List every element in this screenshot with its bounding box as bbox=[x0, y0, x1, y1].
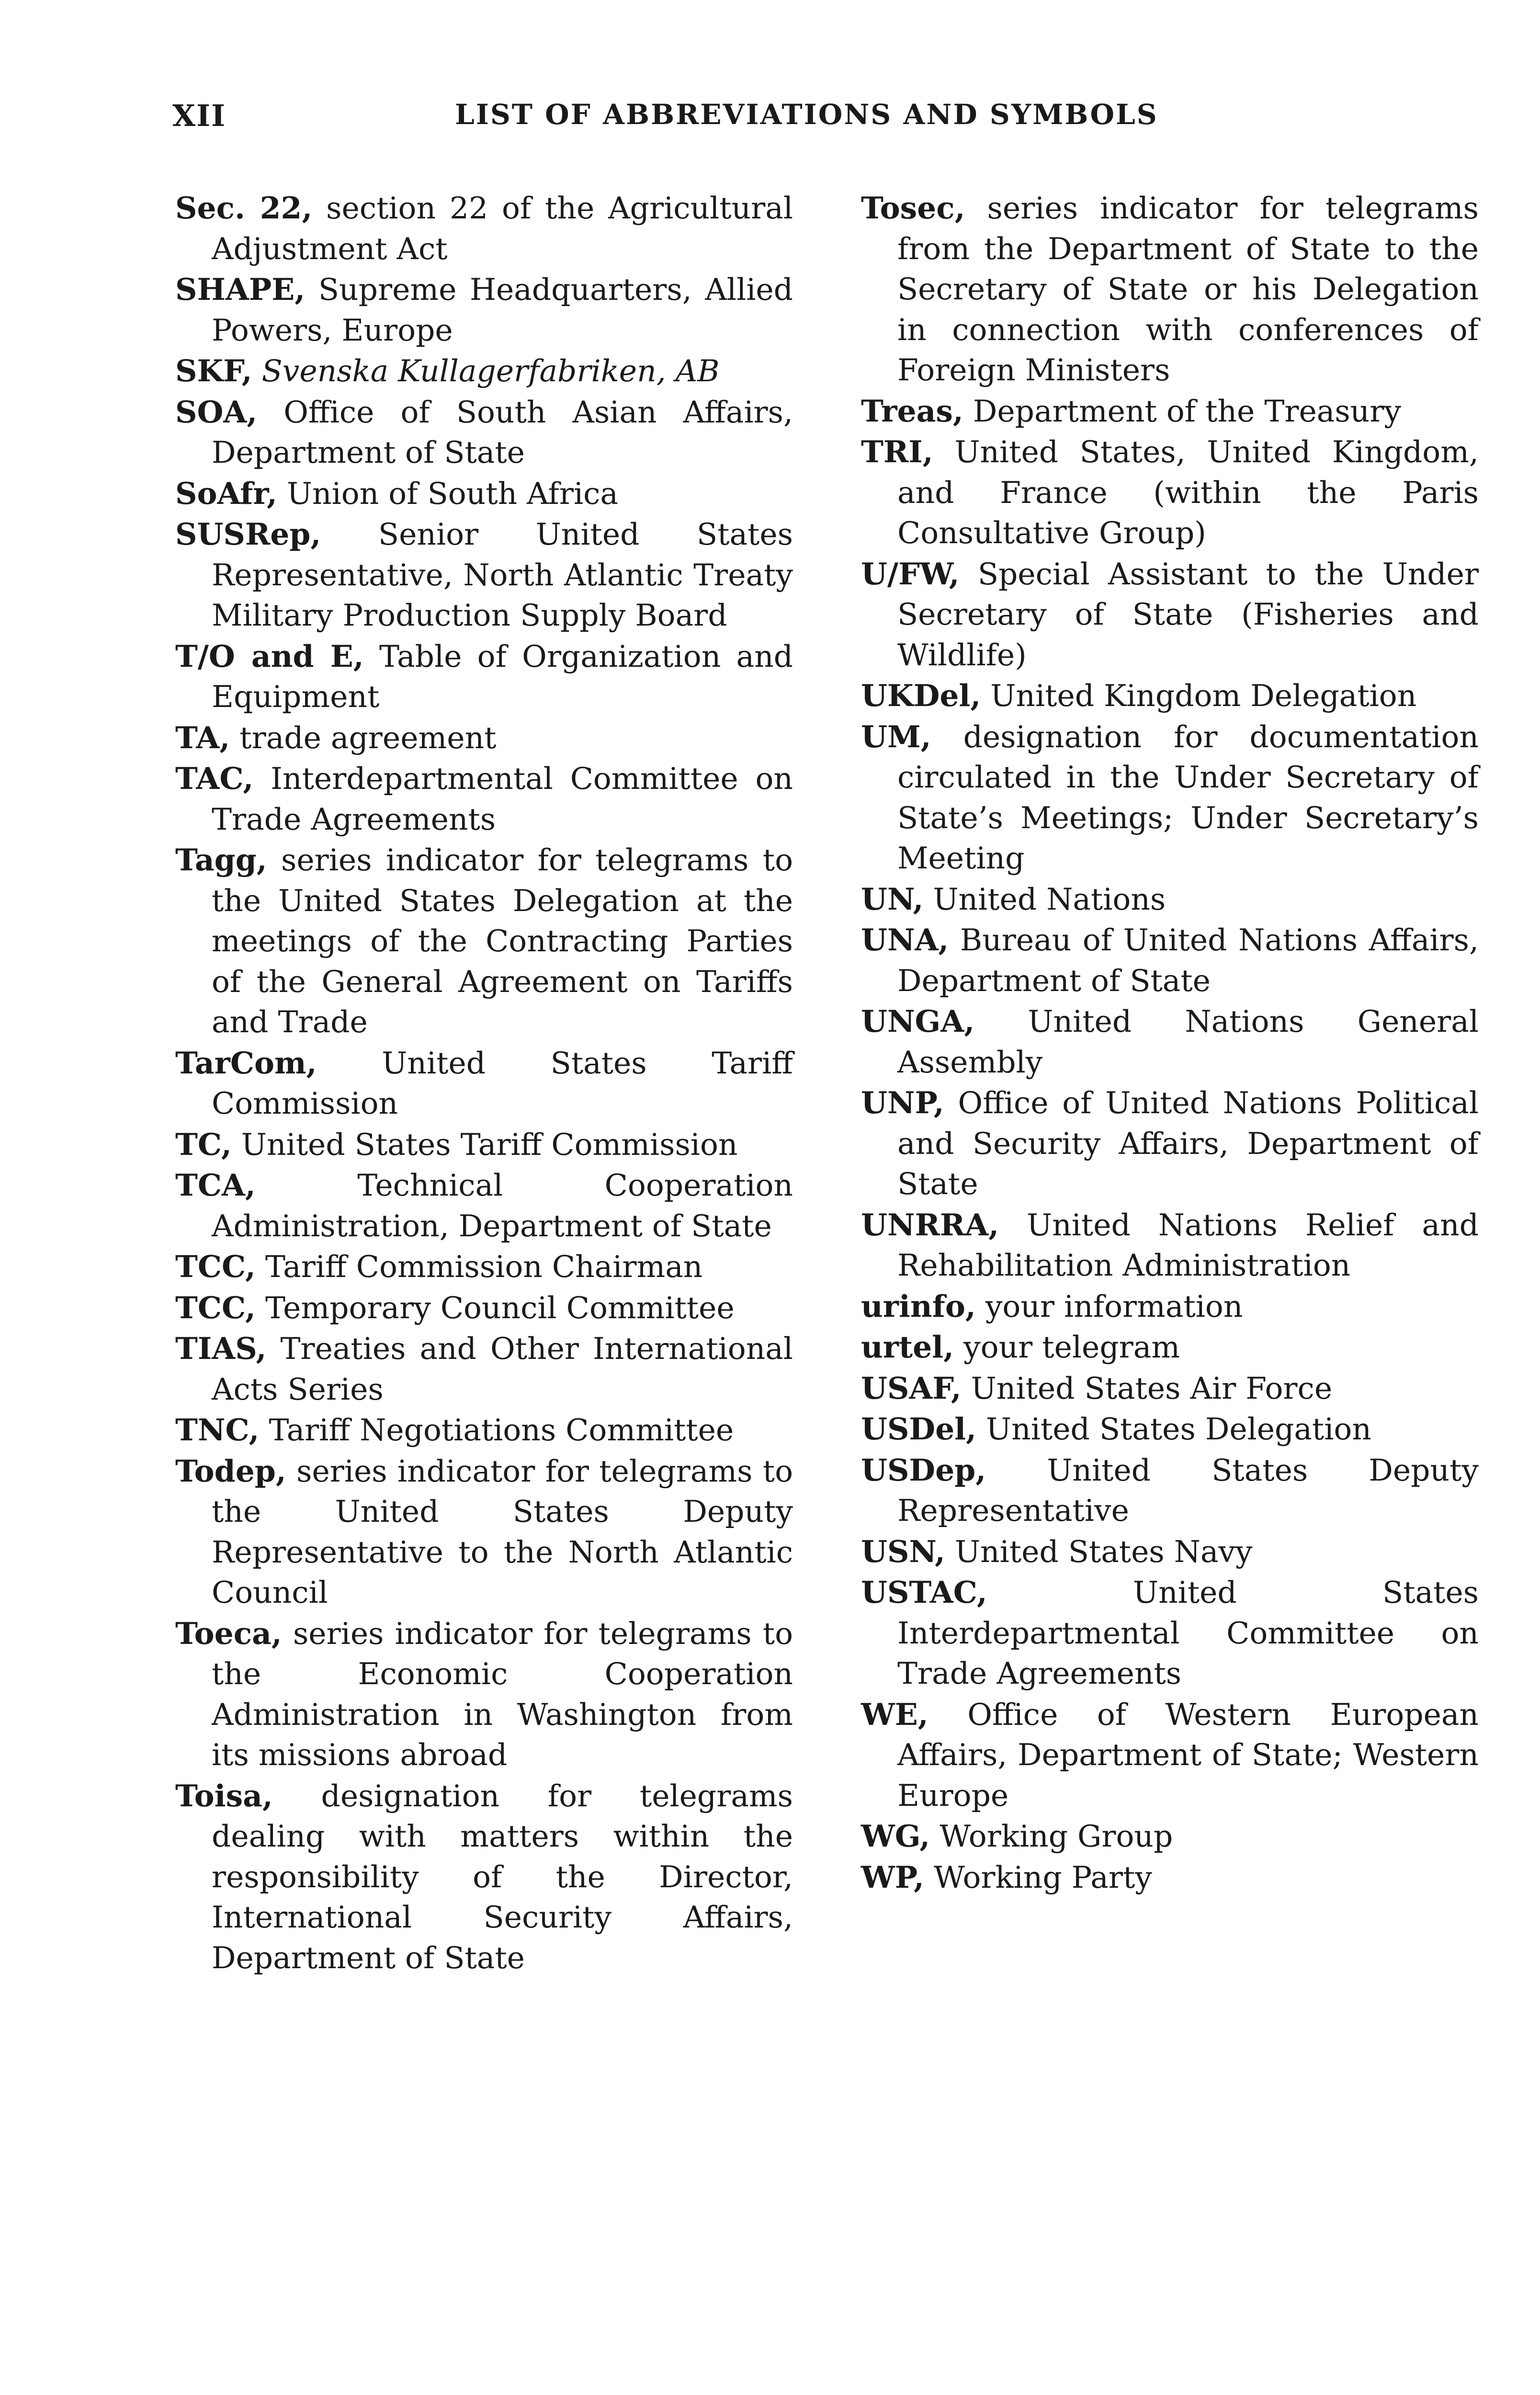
abbreviation-entry bbox=[861, 432, 1479, 554]
abbreviation-term: urtel, bbox=[861, 1329, 954, 1365]
abbreviation-definition: Table of Organization and Equipment bbox=[212, 639, 793, 714]
abbreviation-entry bbox=[175, 473, 793, 514]
abbreviation-entry bbox=[175, 269, 793, 351]
abbreviation-entry bbox=[175, 392, 793, 473]
abbreviation-term: SOA, bbox=[175, 394, 258, 430]
abbreviation-term: Toisa, bbox=[175, 1778, 273, 1813]
abbreviation-term: SUSRep, bbox=[175, 516, 321, 552]
abbreviation-term: U/FW, bbox=[861, 556, 960, 592]
abbreviation-entry bbox=[175, 1165, 793, 1246]
abbreviation-definition: United Nations Relief and Rehabilitation Administration bbox=[897, 1207, 1479, 1283]
abbreviation-entry bbox=[861, 1001, 1479, 1083]
abbreviation-entry bbox=[175, 1288, 793, 1329]
abbreviation-entry bbox=[861, 1205, 1479, 1286]
abbreviation-term: TarCom, bbox=[175, 1045, 317, 1081]
abbreviation-definition: Interdepartmental Committee on Trade Agreements bbox=[212, 761, 793, 837]
abbreviation-definition: United States Tariff Commission bbox=[212, 1045, 793, 1121]
abbreviation-entry bbox=[175, 1246, 793, 1288]
abbreviation-term: Sec. 22, bbox=[175, 190, 313, 226]
abbreviation-definition: your telegram bbox=[954, 1330, 1180, 1365]
abbreviation-term: USAF, bbox=[861, 1370, 962, 1406]
abbreviation-definition: series indicator for telegrams to the United States Deputy Representative to the North Atlantic Council bbox=[212, 1453, 793, 1610]
abbreviation-term: UN, bbox=[861, 881, 924, 917]
abbreviation-definition: United Kingdom Delegation bbox=[981, 678, 1417, 713]
abbreviation-entry bbox=[175, 1451, 793, 1613]
abbreviation-definition: your information bbox=[975, 1289, 1243, 1324]
left-column bbox=[175, 188, 793, 1978]
abbreviation-entry bbox=[175, 1328, 793, 1410]
abbreviation-term: USDel, bbox=[861, 1411, 977, 1447]
abbreviation-definition: Supreme Headquarters, Allied Powers, Europe bbox=[212, 272, 793, 348]
abbreviation-entry bbox=[861, 1083, 1479, 1205]
abbreviation-entry bbox=[175, 351, 793, 392]
abbreviation-definition: United States Delegation bbox=[976, 1412, 1371, 1447]
running-head: LIST OF ABBREVIATIONS AND SYMBOLS bbox=[455, 98, 1158, 131]
abbreviation-term: USTAC, bbox=[861, 1574, 987, 1610]
abbreviation-entry bbox=[861, 1816, 1479, 1857]
abbreviation-term: Toeca, bbox=[175, 1615, 282, 1651]
abbreviation-definition: series indicator for telegrams to the Economic Cooperation Administration in Washington from its missions abroad bbox=[212, 1616, 793, 1772]
abbreviation-entry bbox=[861, 1368, 1479, 1409]
abbreviation-entry bbox=[861, 879, 1479, 920]
abbreviation-entry bbox=[175, 758, 793, 840]
abbreviation-entry bbox=[175, 636, 793, 718]
abbreviation-definition: Tariff Commission Chairman bbox=[256, 1249, 703, 1284]
abbreviation-entry bbox=[861, 554, 1479, 676]
abbreviation-term: TA, bbox=[175, 719, 230, 755]
abbreviation-entry bbox=[175, 1124, 793, 1165]
abbreviation-entry bbox=[861, 1409, 1479, 1450]
abbreviation-term: urinfo, bbox=[861, 1288, 976, 1324]
abbreviation-term: Treas, bbox=[861, 393, 963, 429]
abbreviation-entry bbox=[861, 1531, 1479, 1573]
abbreviation-term: TNC, bbox=[175, 1412, 260, 1448]
abbreviation-entry bbox=[861, 717, 1479, 879]
abbreviation-definition: Department of the Treasury bbox=[963, 393, 1401, 429]
abbreviation-term: UNP, bbox=[861, 1085, 944, 1120]
abbreviation-definition: United States Deputy Representative bbox=[897, 1452, 1479, 1528]
abbreviation-definition: series indicator for telegrams from the Department of State to the Secretary of State or his Delegation in connection with conferences of Foreign Ministers bbox=[897, 191, 1479, 388]
abbreviation-term: Todep, bbox=[175, 1453, 286, 1489]
abbreviation-entry bbox=[861, 920, 1479, 1001]
right-column bbox=[861, 188, 1479, 1898]
abbreviation-definition: United Nations bbox=[923, 881, 1166, 917]
abbreviation-entry bbox=[861, 1694, 1479, 1816]
abbreviation-entry bbox=[861, 1450, 1479, 1531]
abbreviation-definition: Senior United States Representative, North Atlantic Treaty Military Production Supply Board bbox=[212, 517, 793, 633]
abbreviation-entry bbox=[175, 1410, 793, 1451]
abbreviation-definition: section 22 of the Agricultural Adjustment Act bbox=[212, 191, 793, 266]
abbreviation-entry bbox=[861, 1572, 1479, 1694]
abbreviation-term: WP, bbox=[861, 1859, 924, 1895]
abbreviation-entry bbox=[175, 514, 793, 636]
abbreviation-entry bbox=[175, 1613, 793, 1776]
abbreviation-term: USN, bbox=[861, 1533, 945, 1569]
page-number: XII bbox=[172, 98, 226, 133]
abbreviation-definition: series indicator for telegrams to the United States Delegation at the meetings of the Contracting Parties of the General Agreement on Tariffs and Trade bbox=[212, 843, 793, 1039]
abbreviation-definition: Office of South Asian Affairs, Department of State bbox=[212, 394, 793, 470]
abbreviation-term: SKF, bbox=[175, 353, 252, 388]
abbreviation-entry bbox=[175, 718, 793, 759]
abbreviation-definition: Treaties and Other International Acts Series bbox=[212, 1331, 793, 1407]
abbreviation-entry bbox=[175, 1043, 793, 1124]
abbreviation-definition: Svenska Kullagerfabriken, AB bbox=[252, 354, 720, 388]
abbreviation-term: UNGA, bbox=[861, 1004, 975, 1039]
page-header bbox=[172, 98, 1465, 141]
abbreviation-definition: Tariff Negotiations Committee bbox=[259, 1413, 734, 1448]
abbreviation-entry bbox=[175, 1776, 793, 1979]
abbreviation-term: T/O and E, bbox=[175, 638, 364, 674]
abbreviation-definition: Office of United Nations Political and Security Affairs, Department of State bbox=[897, 1085, 1479, 1201]
abbreviation-definition: Bureau of United Nations Affairs, Department of State bbox=[897, 923, 1479, 998]
abbreviation-term: TRI, bbox=[861, 434, 933, 469]
abbreviation-term: UKDel, bbox=[861, 678, 981, 713]
abbreviation-term: Tagg, bbox=[175, 842, 267, 878]
abbreviation-entry bbox=[861, 188, 1479, 391]
abbreviation-definition: United States Air Force bbox=[961, 1370, 1333, 1406]
abbreviation-definition: Special Assistant to the Under Secretary of State (Fisheries and Wildlife) bbox=[897, 556, 1479, 673]
abbreviation-term: WG, bbox=[861, 1818, 930, 1854]
abbreviation-term: TCC, bbox=[175, 1249, 256, 1284]
abbreviation-definition: United States, United Kingdom, and France (within the Paris Consultative Group) bbox=[897, 434, 1479, 550]
abbreviation-definition: United States Tariff Commission bbox=[231, 1127, 738, 1162]
abbreviation-definition: trade agreement bbox=[230, 720, 497, 755]
abbreviation-entry bbox=[861, 1327, 1479, 1368]
abbreviation-definition: Technical Cooperation Administration, Department of State bbox=[212, 1168, 793, 1243]
abbreviation-term: UNRRA, bbox=[861, 1207, 999, 1243]
abbreviation-entry bbox=[861, 1857, 1479, 1898]
abbreviation-entry bbox=[861, 391, 1479, 432]
abbreviation-term: TCC, bbox=[175, 1289, 256, 1325]
abbreviation-definition: Office of Western European Affairs, Department of State; Western Europe bbox=[897, 1697, 1479, 1813]
abbreviation-definition: United States Navy bbox=[945, 1534, 1253, 1569]
abbreviation-term: TCA, bbox=[175, 1167, 256, 1203]
abbreviation-term: WE, bbox=[861, 1696, 929, 1732]
abbreviation-entry bbox=[861, 675, 1479, 717]
abbreviation-term: UNA, bbox=[861, 922, 949, 958]
abbreviation-term: UM, bbox=[861, 718, 931, 754]
abbreviation-entry bbox=[175, 840, 793, 1043]
abbreviation-definition: Working Party bbox=[924, 1859, 1152, 1895]
abbreviation-definition: Working Group bbox=[930, 1819, 1173, 1854]
abbreviation-term: TAC, bbox=[175, 761, 254, 796]
abbreviation-term: Tosec, bbox=[861, 190, 965, 226]
abbreviation-definition: designation for documentation circulated in the Under Secretary of State’s Meetings; Under Secretary’s Meeting bbox=[897, 719, 1479, 876]
abbreviation-entry bbox=[861, 1286, 1479, 1327]
abbreviation-term: TIAS, bbox=[175, 1331, 267, 1366]
abbreviation-term: TC, bbox=[175, 1126, 232, 1162]
abbreviation-definition: United Nations General Assembly bbox=[897, 1004, 1479, 1080]
abbreviation-definition: designation for telegrams dealing with matters within the responsibility of the Director, International Security Affairs, Department of State bbox=[212, 1778, 793, 1975]
abbreviation-definition: Temporary Council Committee bbox=[256, 1290, 735, 1325]
abbreviation-definition: Union of South Africa bbox=[277, 476, 618, 511]
abbreviation-definition: United States Interdepartmental Committee on Trade Agreements bbox=[897, 1575, 1479, 1691]
abbreviation-entry bbox=[175, 188, 793, 269]
abbreviation-term: USDep, bbox=[861, 1452, 986, 1488]
abbreviation-term: SHAPE, bbox=[175, 272, 306, 307]
abbreviation-term: SoAfr, bbox=[175, 475, 277, 511]
